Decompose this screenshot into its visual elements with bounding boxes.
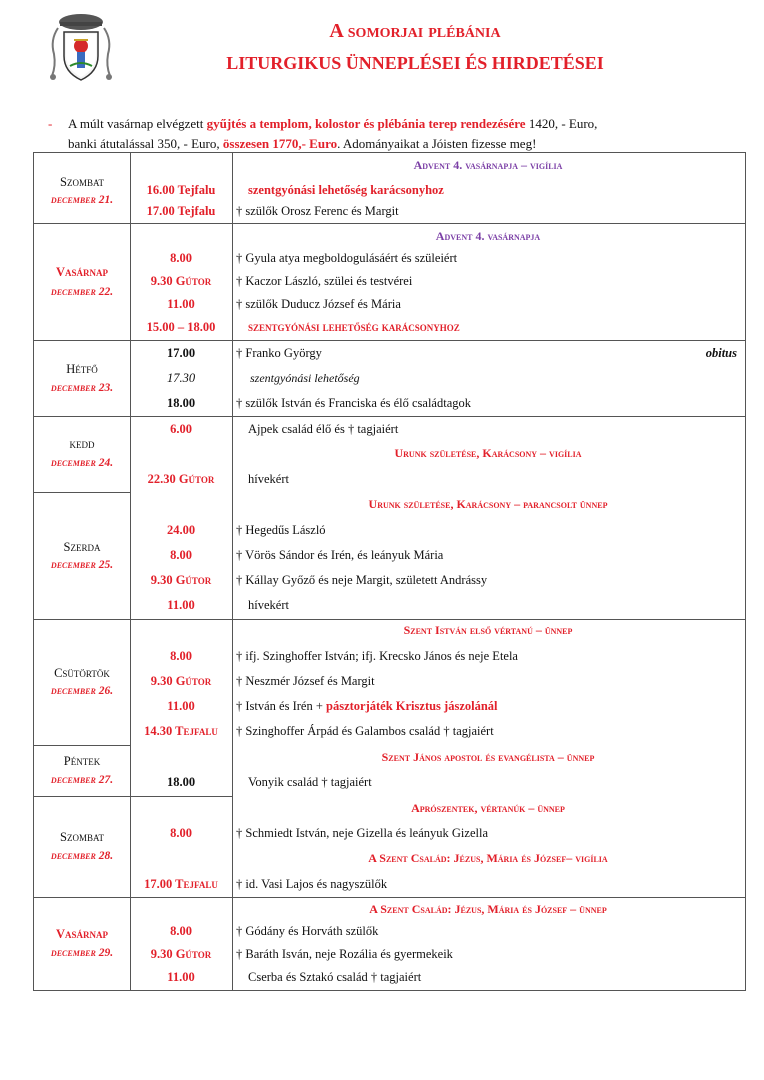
mass-intention: † Szinghoffer Árpád és Galambos család † tagjaiért	[236, 724, 494, 738]
mass-intention	[236, 699, 736, 714]
mass-intention: † Hegedűs László	[236, 523, 326, 537]
nativity-play-note: pásztorjáték Krisztus jászolánál	[326, 699, 498, 713]
row-divider	[34, 619, 745, 620]
parish-crest-icon	[44, 10, 118, 84]
day-name: Szombat	[60, 830, 104, 844]
feast-heading: Aprószentek, vértanúk – ünnep	[411, 801, 565, 815]
day-date: december 25.	[50, 559, 114, 571]
row-divider	[34, 492, 130, 493]
day-name: Vasárnap	[55, 927, 109, 941]
notice-text: . Adományaikat a Jóisten fizesse meg!	[337, 136, 537, 151]
mass-intention: szentgyónási lehetőség	[250, 371, 360, 385]
mass-time: 9.30 Gútor	[150, 947, 212, 961]
mass-intention: † Franko György	[236, 346, 322, 360]
notice-text: 1420, - Euro,	[525, 116, 598, 131]
mass-intention: † szülők Orosz Ferenc és Margit	[236, 204, 399, 218]
mass-time: 8.00	[170, 649, 192, 663]
day-name: Vasárnap	[55, 265, 109, 279]
mass-time: 11.00	[167, 598, 195, 612]
day-name: Péntek	[63, 754, 101, 768]
mass-intention: † Schmiedt István, neje Gizella és leányuk Gizella	[236, 826, 488, 840]
row-divider	[34, 745, 130, 746]
mass-time: 6.00	[170, 422, 192, 436]
day-date: december 22.	[50, 286, 114, 298]
feast-heading: Szent István első vértanú – ünnep	[403, 623, 573, 637]
mass-intention: † szülők István és Franciska és élő családtagok	[236, 396, 472, 410]
feast-heading: Szent János apostol és evangélista – ünnep	[381, 750, 595, 764]
day-name: Szerda	[63, 540, 101, 554]
row-divider	[34, 796, 232, 797]
feast-heading: A Szent Család: Jézus, Mária és József – ünnep	[369, 902, 607, 916]
page-title: A somorjai plébánia	[329, 20, 501, 42]
day-name: Szombat	[60, 175, 104, 189]
mass-time: 11.00	[167, 699, 195, 713]
mass-intention: szentgyónási lehetőség karácsonyhoz	[248, 320, 460, 334]
notice-highlight: gyűjtés a templom, kolostor és plébánia terep rendezésére	[206, 116, 526, 131]
mass-intention: † Neszmér József és Margit	[236, 674, 375, 688]
mass-time: 9.30 Gútor	[150, 573, 212, 587]
mass-intention: hívekért	[248, 598, 289, 612]
mass-time: 8.00	[170, 924, 192, 938]
row-divider	[34, 223, 745, 224]
day-date: december 26.	[50, 685, 114, 697]
feast-heading: A Szent Család: Jézus, Mária és József– vigília	[368, 851, 608, 865]
notice-total: összesen 1770,- Euro	[222, 136, 338, 151]
collection-notice	[48, 114, 728, 154]
day-name: Csütörtök	[54, 666, 110, 680]
page-subtitle: LITURGIKUS ÜNNEPLÉSEI ÉS HIRDETÉSEI	[226, 53, 604, 73]
feast-heading: Advent 4. vasárnapja – vigília	[413, 158, 563, 172]
row-divider	[34, 416, 745, 417]
mass-time: 17.30	[166, 371, 196, 385]
mass-intention: szentgyónási lehetőség karácsonyhoz	[248, 183, 444, 197]
mass-time: 14.30 Tejfalu	[144, 724, 218, 738]
mass-time: 8.00	[170, 826, 192, 840]
mass-time: 17.00 Tejfalu	[144, 877, 218, 891]
notice-text: banki átutalással 350, - Euro,	[68, 136, 223, 151]
day-name: Hétfő	[66, 362, 98, 376]
mass-intention: Vonyik család † tagjaiért	[248, 775, 372, 789]
mass-time: 18.00	[166, 396, 196, 410]
mass-time: 8.00	[170, 251, 192, 265]
mass-time: 16.00 Tejfalu	[146, 183, 216, 197]
day-date: december 23.	[50, 382, 114, 394]
mass-intention: † Kállay Győző és neje Margit, született Andrássy	[236, 573, 488, 587]
mass-intention: † Kaczor László, szülei és testvérei	[236, 274, 413, 288]
day-name: kedd	[69, 437, 95, 451]
row-divider	[34, 897, 745, 898]
feast-heading: Advent 4. vasárnapja	[435, 229, 541, 243]
day-date: december 29.	[50, 947, 114, 959]
mass-intention: † Baráth Isván, neje Rozália és gyermekeik	[236, 947, 453, 961]
mass-intention: Ajpek család élő és † tagjaiért	[248, 422, 399, 436]
schedule-table	[33, 152, 746, 991]
mass-time: 18.00	[166, 775, 196, 789]
mass-time: 17.00	[166, 346, 196, 360]
obitus-note: obitus	[705, 346, 737, 360]
feast-heading: Urunk születése, Karácsony – parancsolt ünnep	[368, 497, 608, 511]
day-date: december 21.	[50, 194, 114, 206]
day-date: december 24.	[50, 457, 114, 469]
mass-time: 9.30 Gútor	[150, 274, 212, 288]
mass-intention: Cserba és Sztakó család † tagjaiért	[248, 970, 422, 984]
mass-time: 9.30 Gútor	[150, 674, 212, 688]
mass-intention: † szülők Duducz József és Mária	[236, 297, 401, 311]
mass-intention: † Gódány és Horváth szülők	[236, 924, 379, 938]
notice-text: A múlt vasárnap elvégzett	[68, 116, 207, 131]
mass-time: 15.00 – 18.00	[146, 320, 216, 334]
row-divider	[34, 340, 745, 341]
mass-time: 17.00 Tejfalu	[146, 204, 216, 218]
day-date: december 28.	[50, 850, 114, 862]
intention-text: † István és Irén +	[236, 699, 327, 713]
mass-intention: † Gyula atya megboldogulásáért és szüleiért	[236, 251, 458, 265]
mass-intention: hívekért	[248, 472, 289, 486]
day-date: december 27.	[50, 774, 114, 786]
notice-dash: -	[48, 116, 53, 131]
mass-intention: † Vörös Sándor és Irén, és leányuk Mária	[236, 548, 444, 562]
mass-intention: † ifj. Szinghoffer István; ifj. Krecsko János és neje Etela	[236, 649, 518, 663]
mass-intention: † id. Vasi Lajos és nagyszülők	[236, 877, 388, 891]
mass-time: 22.30 Gútor	[147, 472, 215, 486]
mass-time: 11.00	[167, 297, 195, 311]
mass-time: 8.00	[170, 548, 192, 562]
mass-time: 24.00	[166, 523, 196, 537]
mass-time: 11.00	[167, 970, 195, 984]
feast-heading: Urunk születése, Karácsony – vigília	[394, 446, 582, 460]
